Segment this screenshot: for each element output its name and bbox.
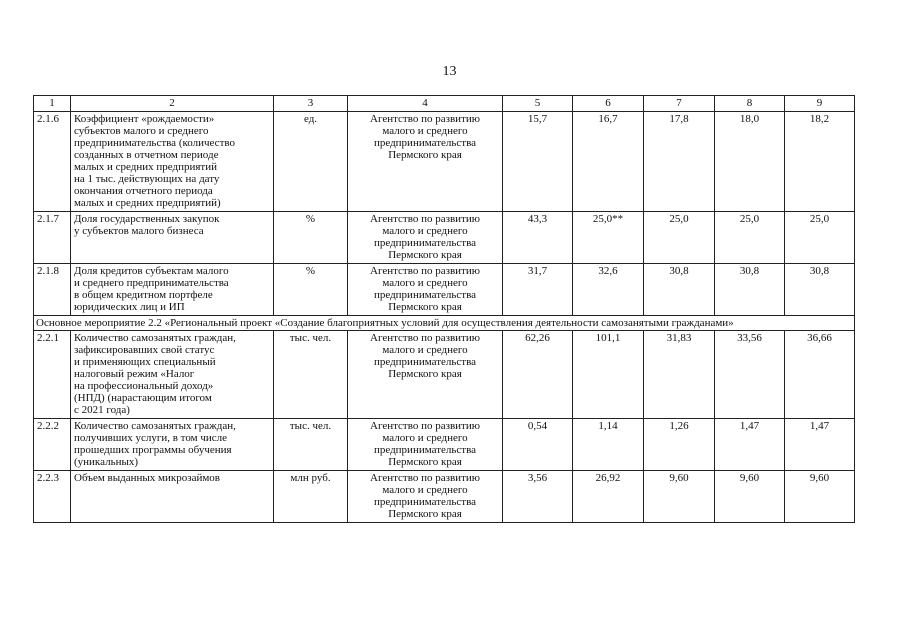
indicator-value: 25,0** — [573, 212, 644, 264]
indicator-name-line: в общем кредитном портфеле — [74, 289, 213, 301]
responsible-org-line: предпринимательства — [373, 356, 477, 368]
responsible-org-line: Агентство по развитию — [370, 332, 480, 344]
indicator-name-line: и среднего предпринимательства — [74, 277, 229, 289]
responsible-org-line: Агентство по развитию — [370, 113, 480, 125]
responsible-org — [348, 471, 503, 523]
indicator-name-line: юридических лиц и ИП — [74, 301, 185, 313]
indicator-name-line: субъектов малого и среднего — [74, 125, 209, 137]
responsible-org-line: предпринимательства — [373, 237, 477, 249]
indicator-value: 62,26 — [503, 331, 573, 419]
table-row — [34, 471, 855, 523]
responsible-org — [348, 264, 503, 316]
indicator-value: 30,8 — [644, 264, 715, 316]
indicator-name-line: предпринимательства (количество — [74, 137, 235, 149]
indicator-name-line: Доля государственных закупок — [74, 213, 220, 225]
indicator-value: 1,47 — [785, 419, 855, 471]
indicator-value: 101,1 — [573, 331, 644, 419]
indicator-value: 30,8 — [785, 264, 855, 316]
indicator-name — [71, 112, 274, 212]
indicator-name-line: Коэффициент «рождаемости» — [74, 113, 215, 125]
section-title: Основное мероприятие 2.2 «Региональный проект «Создание благоприятных условий для осуществления деятельности самозанятыми гражданами» — [34, 316, 855, 331]
indicator-number: 2.1.7 — [34, 212, 71, 264]
responsible-org-line: малого и среднего — [382, 344, 468, 356]
header-cell: 7 — [644, 96, 715, 112]
responsible-org-line: Пермского края — [388, 456, 462, 468]
indicator-value: 31,83 — [644, 331, 715, 419]
header-row — [34, 96, 855, 112]
indicator-value: 25,0 — [785, 212, 855, 264]
indicator-name-line: и применяющих специальный — [74, 356, 216, 368]
responsible-org-line: малого и среднего — [382, 484, 468, 496]
indicator-value: 1,26 — [644, 419, 715, 471]
indicator-unit: млн руб. — [274, 471, 348, 523]
indicator-name — [71, 212, 274, 264]
indicator-name-line: (НПД) (нарастающим итогом — [74, 392, 212, 404]
responsible-org-line: Пермского края — [388, 301, 462, 313]
indicator-name-line: Объем выданных микрозаймов — [74, 472, 220, 484]
indicator-value: 17,8 — [644, 112, 715, 212]
indicator-value: 1,47 — [715, 419, 785, 471]
responsible-org-line: малого и среднего — [382, 125, 468, 137]
responsible-org-line: малого и среднего — [382, 277, 468, 289]
responsible-org-line: Агентство по развитию — [370, 420, 480, 432]
responsible-org — [348, 112, 503, 212]
indicator-name-line: окончания отчетного периода — [74, 185, 213, 197]
indicator-value: 18,0 — [715, 112, 785, 212]
indicator-name-line: Количество самозанятых граждан, — [74, 420, 236, 432]
indicator-name-line: зафиксировавших свой статус — [74, 344, 215, 356]
responsible-org-line: малого и среднего — [382, 432, 468, 444]
section-row — [34, 316, 855, 331]
responsible-org-line: Пермского края — [388, 508, 462, 520]
responsible-org-line: Пермского края — [388, 149, 462, 161]
responsible-org-line: предпринимательства — [373, 289, 477, 301]
indicator-value: 32,6 — [573, 264, 644, 316]
indicator-value: 9,60 — [785, 471, 855, 523]
indicator-value: 33,56 — [715, 331, 785, 419]
indicator-value: 9,60 — [644, 471, 715, 523]
indicator-value: 9,60 — [715, 471, 785, 523]
table-row — [34, 112, 855, 212]
indicator-name-line: Количество самозанятых граждан, — [74, 332, 236, 344]
table-body — [34, 112, 855, 523]
indicator-value: 26,92 — [573, 471, 644, 523]
indicator-name-line: у субъектов малого бизнеса — [74, 225, 204, 237]
indicator-name — [71, 471, 274, 523]
indicator-name-line: Доля кредитов субъектам малого — [74, 265, 229, 277]
responsible-org — [348, 331, 503, 419]
indicator-name-line: созданных в отчетном периоде — [74, 149, 219, 161]
indicator-name-line: на профессиональный доход» — [74, 380, 214, 392]
indicator-number: 2.1.8 — [34, 264, 71, 316]
indicator-value: 43,3 — [503, 212, 573, 264]
indicator-value: 1,14 — [573, 419, 644, 471]
indicator-value: 25,0 — [715, 212, 785, 264]
header-cell: 9 — [785, 96, 855, 112]
indicator-name — [71, 264, 274, 316]
indicator-name — [71, 331, 274, 419]
responsible-org-line: Пермского края — [388, 249, 462, 261]
indicator-value: 3,56 — [503, 471, 573, 523]
header-cell: 2 — [71, 96, 274, 112]
header-cell: 4 — [348, 96, 503, 112]
indicator-value: 30,8 — [715, 264, 785, 316]
page-number: 13 — [442, 64, 457, 79]
indicator-value: 18,2 — [785, 112, 855, 212]
indicator-unit: % — [274, 212, 348, 264]
table-row — [34, 212, 855, 264]
indicator-name-line: малых и средних предприятий) — [74, 197, 221, 209]
indicator-unit: % — [274, 264, 348, 316]
indicator-unit: тыс. чел. — [274, 419, 348, 471]
responsible-org-line: Агентство по развитию — [370, 472, 480, 484]
responsible-org — [348, 212, 503, 264]
header-cell: 8 — [715, 96, 785, 112]
responsible-org-line: предпринимательства — [373, 137, 477, 149]
indicator-name-line: налоговый режим «Налог — [74, 368, 195, 380]
indicator-name — [71, 419, 274, 471]
header-cell: 5 — [503, 96, 573, 112]
indicator-value: 16,7 — [573, 112, 644, 212]
indicator-value: 31,7 — [503, 264, 573, 316]
indicator-name-line: прошедших программы обучения — [74, 444, 232, 456]
responsible-org-line: предпринимательства — [373, 444, 477, 456]
table-row — [34, 419, 855, 471]
indicator-number: 2.1.6 — [34, 112, 71, 212]
indicator-unit: тыс. чел. — [274, 331, 348, 419]
indicator-value: 15,7 — [503, 112, 573, 212]
header-cell: 6 — [573, 96, 644, 112]
indicator-number: 2.2.2 — [34, 419, 71, 471]
header-cell: 3 — [274, 96, 348, 112]
indicator-name-line: получивших услуги, в том числе — [74, 432, 228, 444]
responsible-org — [348, 419, 503, 471]
responsible-org-line: Агентство по развитию — [370, 265, 480, 277]
indicator-number: 2.2.3 — [34, 471, 71, 523]
indicator-value: 0,54 — [503, 419, 573, 471]
indicator-number: 2.2.1 — [34, 331, 71, 419]
indicator-name-line: с 2021 года) — [74, 404, 130, 416]
table-row — [34, 264, 855, 316]
responsible-org-line: малого и среднего — [382, 225, 468, 237]
header-cell: 1 — [34, 96, 71, 112]
table-row — [34, 331, 855, 419]
indicator-name-line: малых и средних предприятий — [74, 161, 218, 173]
indicator-name-line: на 1 тыс. действующих на дату — [74, 173, 220, 185]
indicators-table — [33, 95, 855, 523]
indicator-name-line: (уникальных) — [74, 456, 139, 468]
indicator-value: 25,0 — [644, 212, 715, 264]
responsible-org-line: Пермского края — [388, 368, 462, 380]
indicator-unit: ед. — [274, 112, 348, 212]
responsible-org-line: предпринимательства — [373, 496, 477, 508]
indicator-value: 36,66 — [785, 331, 855, 419]
responsible-org-line: Агентство по развитию — [370, 213, 480, 225]
